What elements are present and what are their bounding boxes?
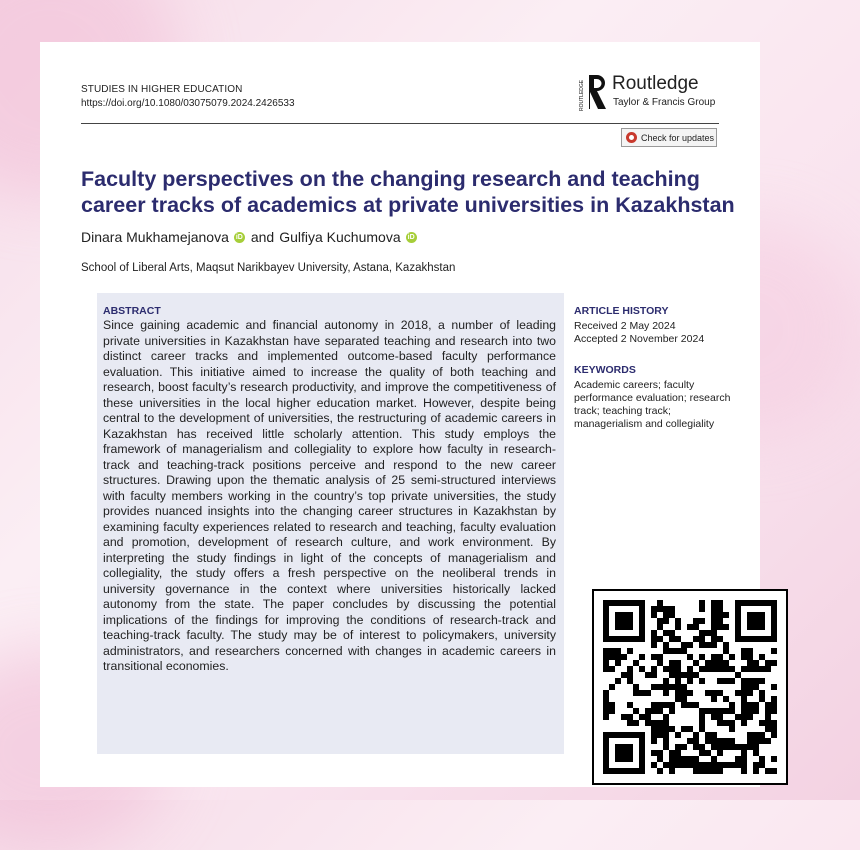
- keywords-text: Academic careers; faculty performance evaluation; research track; teaching track; managerialism and collegiality: [574, 379, 731, 430]
- check-for-updates-label: Check for updates: [641, 132, 715, 143]
- article-title: Faculty perspectives on the changing research and teaching career tracks of academics at private universities in Kazakhstan: [81, 167, 735, 217]
- doi-link[interactable]: https://doi.org/10.1080/03075079.2024.2426533: [81, 98, 295, 109]
- publisher-brand: [580, 71, 750, 115]
- abstract-box: [97, 293, 564, 754]
- affiliation: School of Liberal Arts, Maqsut Narikbayev University, Astana, Kazakhstan: [81, 262, 456, 274]
- author-line: [81, 229, 423, 245]
- received-date: Received 2 May 2024: [574, 320, 676, 332]
- author-name[interactable]: Dinara Mukhamejanova: [81, 229, 229, 245]
- abstract-heading: ABSTRACT: [103, 305, 161, 317]
- author-joiner: and: [250, 229, 275, 245]
- svg-text:ROUTLEDGE: ROUTLEDGE: [579, 79, 585, 111]
- article-sidebar: [574, 305, 734, 431]
- history-heading: ARTICLE HISTORY: [574, 305, 669, 317]
- crossmark-icon: [626, 132, 637, 143]
- orcid-icon[interactable]: iD: [235, 233, 243, 241]
- journal-name: STUDIES IN HIGHER EDUCATION: [81, 84, 243, 95]
- publisher-name: Routledge: [612, 73, 699, 94]
- qr-code[interactable]: [592, 589, 788, 785]
- header-divider: [81, 123, 719, 124]
- publisher-group: Taylor & Francis Group: [613, 97, 716, 108]
- orcid-icon[interactable]: iD: [407, 233, 415, 241]
- abstract-text: Since gaining academic and financial autonomy in 2018, a number of leading private universities in Kazakhstan have separated teaching and research into two distinct career tracks and implemented outcome-based faculty performance evaluation. This initiative aimed to increase the quality of both teaching and research, boost faculty’s research productivity, and improve the competitiveness of these universities in the local higher education market. However, despite being central to the development of universities, the restructuring of academic careers in Kazakhstan has received little scholarly attention. This study employs the framework of managerialism and collegiality to explore how faculty in research-track and teaching-track positions perceive and respond to the new career structures. Drawing upon the thematic analysis of 25 semi-structured interviews with faculty members working in the country’s top private universities, the study provides nuanced insights into the changing career structures in Kazakhstan by examining faculty experiences related to research and teaching, faculty evaluation and promotion, development of research culture, and work environment. By interpreting the study findings in light of the concepts of managerialism and collegiality, the study offers a fresh perspective on the neoliberal trends in university governance in the context where universities historically lacked autonomy from the state. The paper concludes by discussing the potential implications of the findings for improving the conditions of research-track and teaching-track faculty. The study may be of interest to policymakers, university administrators, and researchers concerned with changes in academic careers in transitional economies.: [103, 318, 556, 673]
- author-name[interactable]: Gulfiya Kuchumova: [279, 229, 401, 245]
- check-for-updates-button[interactable]: [621, 128, 717, 147]
- routledge-logo-icon: [580, 71, 608, 115]
- qr-code-pattern: [594, 591, 786, 783]
- accepted-date: Accepted 2 November 2024: [574, 333, 705, 345]
- keywords-heading: KEYWORDS: [574, 364, 636, 376]
